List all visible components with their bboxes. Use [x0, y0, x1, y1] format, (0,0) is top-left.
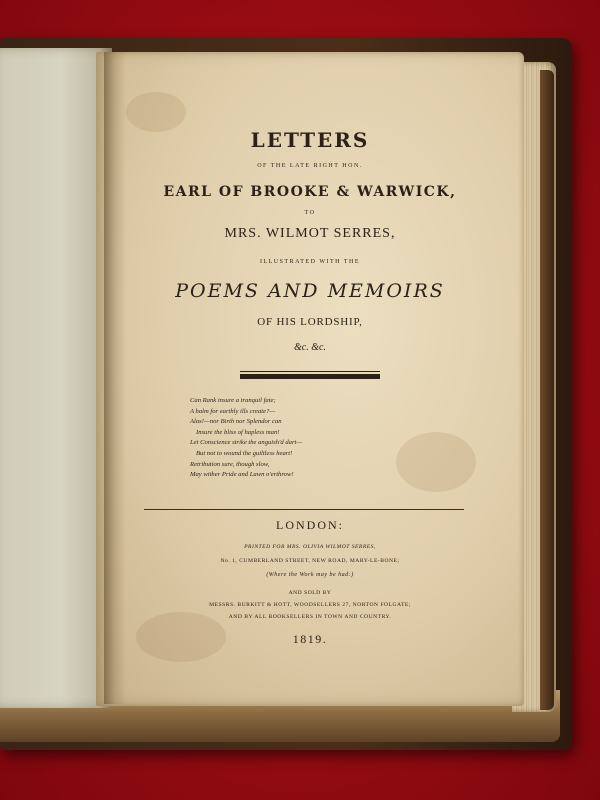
epigraph-line: Alas!—nor Birth nor Splendor can — [190, 418, 282, 426]
author-earl: EARL OF BROOKE & WARWICK, — [163, 184, 457, 200]
epigraph-line: Insure the bliss of hapless man! — [196, 428, 280, 436]
epigraph-line: May wither Pride and Lawn o'erthrow! — [190, 471, 294, 479]
imprint-city: LONDON: — [276, 518, 344, 532]
ornamental-rule — [240, 374, 380, 379]
epigraph-line: But not to wound the guiltless heart! — [196, 449, 293, 457]
recipient-name: MRS. WILMOT SERRES, — [224, 226, 396, 241]
epigraph-line: Can Rank insure a tranquil fate; — [190, 397, 276, 404]
imprint-booksellers: AND BY ALL BOOKSELLERS IN TOWN AND COUNTRY. — [228, 614, 392, 620]
epigraph — [190, 396, 450, 481]
title-page — [96, 52, 524, 706]
illustrated-line: ILLUSTRATED WITH THE — [259, 259, 361, 265]
book-gutter — [104, 52, 126, 704]
epigraph-line: Retribution sure, though slow, — [190, 460, 270, 468]
imprint-where-sold: (Where the Work may be had:) — [266, 572, 354, 578]
etc-line: &c. &c. — [294, 342, 326, 353]
epigraph-line: Let Conscience strike the anguish'd dart— — [190, 439, 303, 447]
poems-memoirs-heading: POEMS AND MEMOIRS — [175, 280, 445, 302]
imprint-address: No. 1, CUMBERLAND STREET, NEW ROAD, MARY-LE-BONE; — [220, 558, 400, 564]
imprint-sold-by: AND SOLD BY — [288, 590, 332, 596]
paper-stain — [126, 92, 186, 132]
binding-edge — [540, 70, 554, 710]
book-title: LETTERS — [250, 128, 370, 152]
imprint-messrs: MESSRS. BURKITT & HOTT, WOODSELLERS 27, NORTON FOLGATE; — [209, 602, 411, 608]
subtitle-of-the-late: OF THE LATE RIGHT HON. — [257, 163, 363, 169]
section-divider — [144, 509, 464, 510]
lordship-line: OF HIS LORDSHIP, — [257, 316, 363, 328]
imprint-printed-for: PRINTED FOR MRS. OLIVIA WILMOT SERRES, — [244, 544, 376, 550]
publication-year: 1819. — [292, 632, 328, 646]
to-line: TO — [304, 210, 316, 216]
epigraph-line: A balm for earthly ills create?— — [190, 407, 276, 415]
